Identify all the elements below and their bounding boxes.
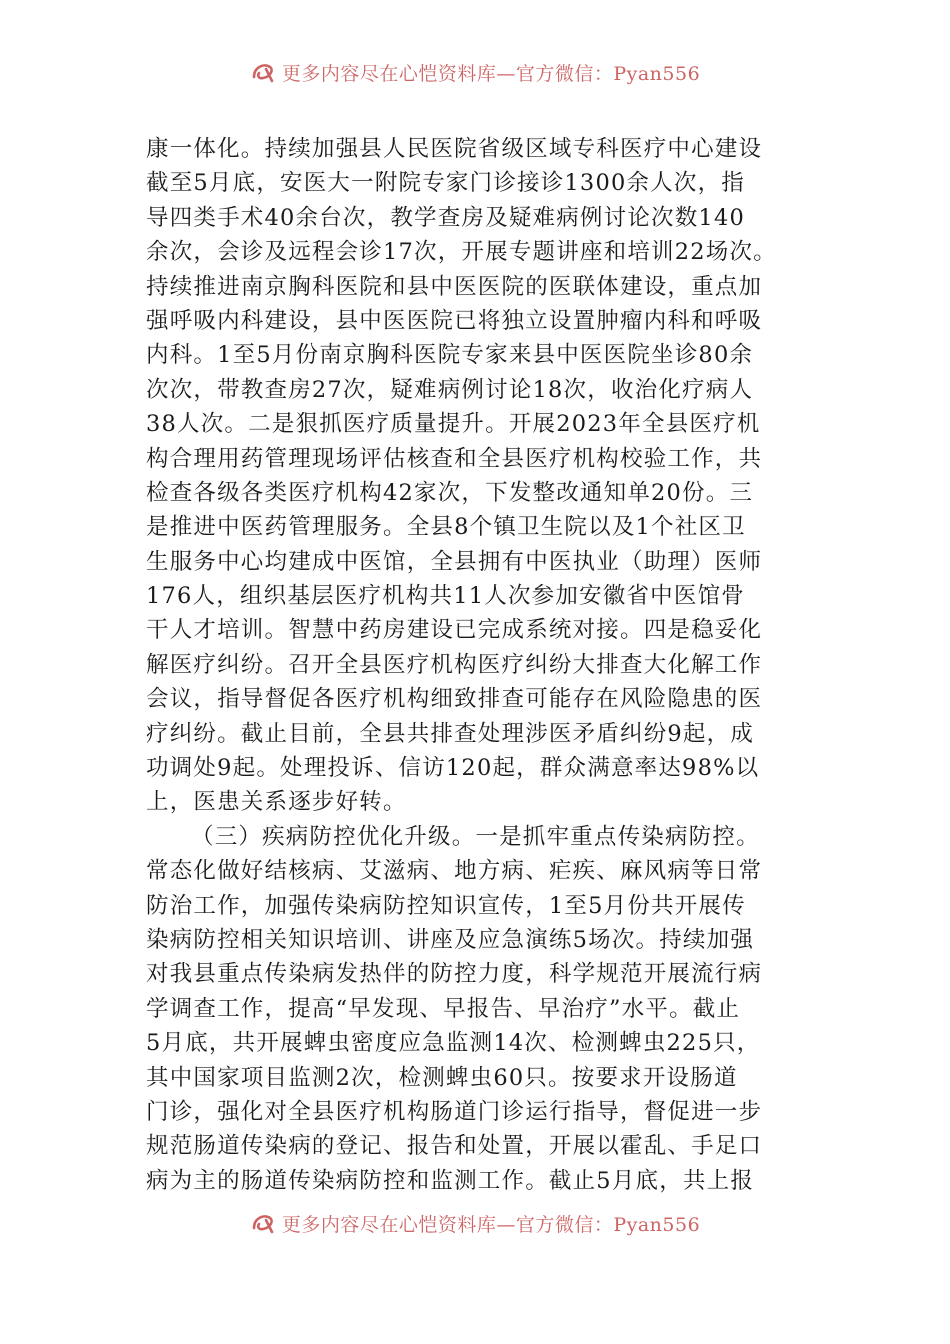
watermark-text: 更多内容尽在心恺资料库—官方微信：Pyan556	[281, 62, 701, 85]
text-line: 上，医患关系逐步好转。	[146, 789, 407, 816]
text-line: 5月底，共开展蜱虫密度应急监测14次、检测蜱虫225只，	[146, 1030, 761, 1057]
text-line: 内科。1至5月份南京胸科医院专家来县中医医院坐诊80余	[146, 342, 754, 369]
section-heading-line: （三）疾病防控优化升级。一是抓牢重点传染病防控。	[191, 823, 760, 850]
text-line: 176人，组织基层医疗机构共11人次参加安徽省中医馆骨	[146, 583, 745, 610]
text-line: 截至5月底，安医大一附院专家门诊接诊1300余人次，指	[146, 170, 745, 197]
text-line: 功调处9起。处理投诉、信访120起，群众满意率达98%以	[146, 755, 760, 782]
text-line: 余次，会诊及远程会诊17次，开展专题讲座和培训22场次。	[146, 239, 777, 266]
text-line: 常态化做好结核病、艾滋病、地方病、疟疾、麻风病等日常	[146, 858, 763, 885]
text-line: 其中国家项目监测2次，检测蜱虫60只。按要求开设肠道	[146, 1064, 738, 1091]
watermark-header	[0, 54, 950, 90]
text-line: 门诊，强化对全县医疗机构肠道门诊运行指导，督促进一步	[146, 1098, 763, 1125]
text-line: 染病防控相关知识培训、讲座及应急演练5场次。持续加强	[146, 926, 755, 953]
text-line: 持续推进南京胸科医院和县中医医院的医联体建设，重点加	[146, 273, 763, 300]
text-line: 疗纠纷。截止目前，全县共排查处理涉医矛盾纠纷9起，成	[146, 720, 755, 747]
watermark-footer	[0, 1205, 950, 1241]
text-line: 防治工作，加强传染病防控知识宣传，1至5月份共开展传	[146, 892, 746, 919]
text-line: 是推进中医药管理服务。全县8个镇卫生院以及1个社区卫	[146, 514, 746, 541]
document-body	[146, 132, 816, 1198]
text-line: 学调查工作，提高“早发现、早报告、早治疗”水平。截止	[146, 995, 741, 1022]
text-line: 构合理用药管理现场评估核查和全县医疗机构校验工作，共	[146, 445, 763, 472]
text-line: 导四类手术40余台次，教学查房及疑难病例讨论次数140	[146, 204, 745, 231]
text-line: 病为主的肠道传染病防控和监测工作。截止5月底，共上报	[146, 1167, 755, 1194]
text-line: 规范肠道传染病的登记、报告和处置，开展以霍乱、手足口	[146, 1133, 763, 1160]
text-line: 康一体化。持续加强县人民医院省级区域专科医疗中心建设	[146, 136, 763, 162]
text-line: 解医疗纠纷。召开全县医疗机构医疗纠纷大排查大化解工作	[146, 651, 763, 678]
text-line: 次次，带教查房27次，疑难病例讨论18次，收治化疗病人	[146, 376, 754, 403]
text-line: 对我县重点传染病发热伴的防控力度，科学规范开展流行病	[146, 961, 763, 988]
text-line: 会议，指导督促各医疗机构细致排查可能存在风险隐患的医	[146, 686, 763, 713]
text-line: 干人才培训。智慧中药房建设已完成系统对接。四是稳妥化	[146, 617, 763, 644]
brand-logo-icon	[250, 1210, 276, 1236]
brand-logo-icon	[250, 59, 276, 85]
text-line: 强呼吸内科建设，县中医医院已将独立设置肿瘤内科和呼吸	[146, 307, 763, 334]
text-line: 38人次。二是狠抓医疗质量提升。开展2023年全县医疗机	[146, 411, 761, 438]
text-line: 检查各级各类医疗机构42家次，下发整改通知单20份。三	[146, 479, 754, 506]
watermark-text: 更多内容尽在心恺资料库—官方微信：Pyan556	[281, 1213, 701, 1236]
text-line: 生服务中心均建成中医馆，全县拥有中医执业（助理）医师	[146, 548, 763, 575]
